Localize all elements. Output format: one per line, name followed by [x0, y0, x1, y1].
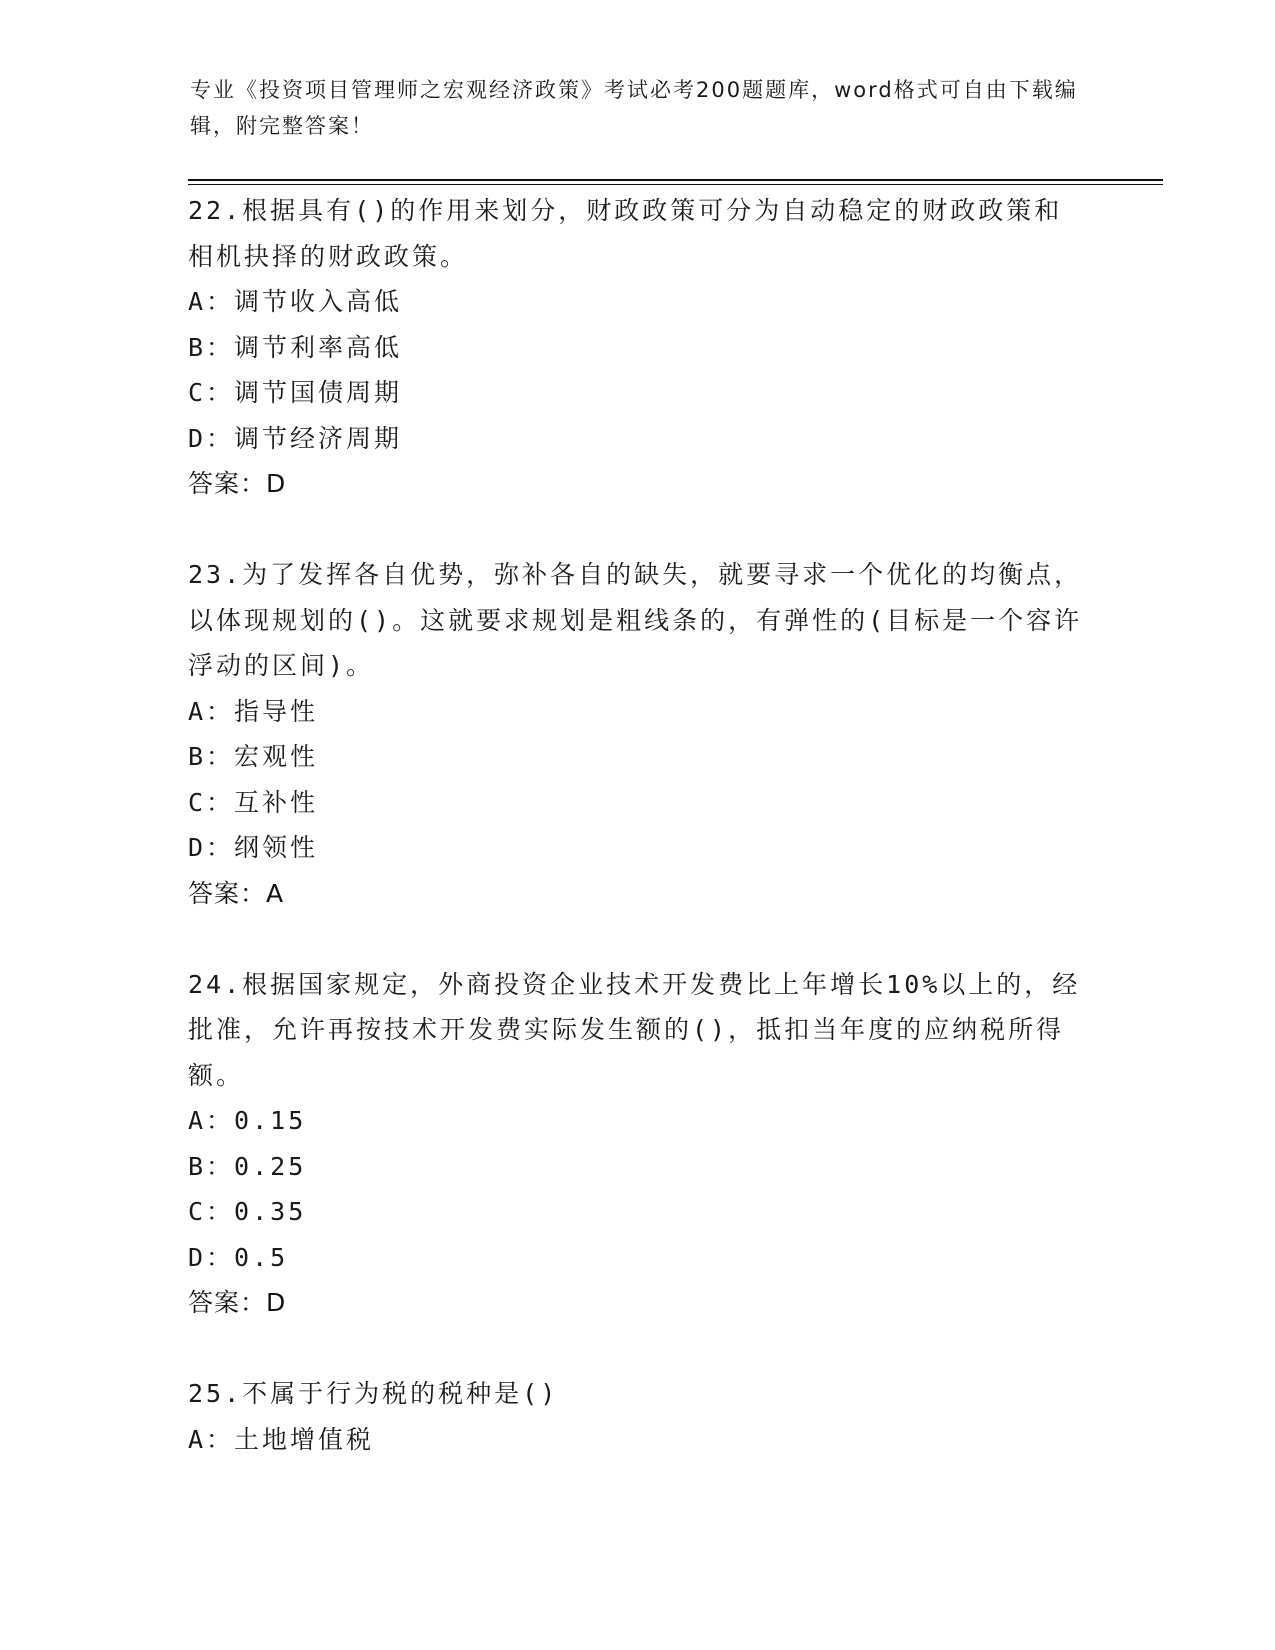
question-22 — [188, 188, 1088, 506]
header-divider-thick — [188, 179, 1163, 181]
answer-label: 答案：A — [188, 878, 285, 908]
question-text: 23.为了发挥各自优势，弥补各自的缺失，就要寻求一个优化的均衡点，以体现规划的()。这就要求规划是粗线条的，有弹性的(目标是一个容许浮动的区间)。 — [188, 560, 1083, 680]
question-list — [188, 188, 1088, 1508]
header-divider-thin — [188, 184, 1163, 185]
option-b: B：0.25 — [188, 1151, 307, 1181]
question-24 — [188, 962, 1088, 1326]
option-a: A：土地增值税 — [188, 1424, 375, 1454]
option-c: C：0.35 — [188, 1197, 307, 1226]
question-23 — [188, 552, 1088, 916]
question-25 — [188, 1371, 1088, 1462]
option-a: A：指导性 — [188, 696, 319, 726]
question-text: 22.根据具有()的作用来划分，财政政策可分为自动稳定的财政政策和相机抉择的财政政策。 — [188, 196, 1063, 271]
question-text: 25.不属于行为税的税种是() — [188, 1379, 559, 1408]
question-text: 24.根据国家规定，外商投资企业技术开发费比上年增长10%以上的，经批准，允许再按技术开发费实际发生额的()，抵扣当年度的应纳税所得额。 — [188, 969, 1081, 1090]
document-header: 专业《投资项目管理师之宏观经济政策》考试必考200题题库，word格式可自由下载编辑，附完整答案！ — [190, 78, 1078, 138]
answer-label: 答案：D — [188, 1288, 287, 1317]
option-d: D：0.5 — [188, 1242, 289, 1272]
option-c: C：调节国债周期 — [188, 378, 403, 407]
answer-label: 答案：D — [188, 469, 287, 498]
option-c: C：互补性 — [188, 787, 319, 817]
option-b: B：调节利率高低 — [188, 332, 403, 362]
option-a: A：调节收入高低 — [188, 287, 403, 316]
option-d: D：纲领性 — [188, 833, 319, 862]
option-d: D：调节经济周期 — [188, 423, 403, 453]
option-b: B：宏观性 — [188, 742, 319, 771]
option-a: A：0.15 — [188, 1106, 307, 1135]
